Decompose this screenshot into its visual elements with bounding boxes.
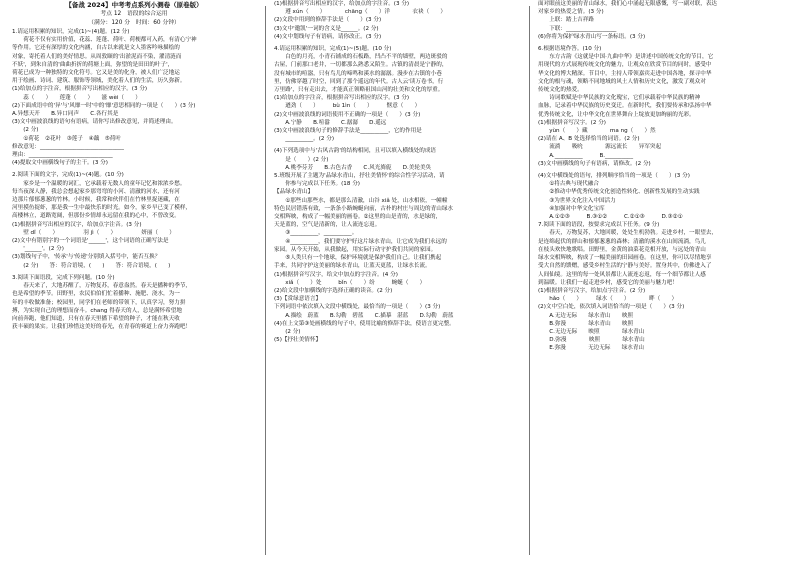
text-line: 春天，万物复苏，大地回暖，处处生机勃勃。走进乡村，一眼望去， [538,230,718,237]
text-line: 白色的月亮，小青石铺成的石板路，凹凸不平的墙壁，两边斑驳的 [274,54,448,61]
column-divider [265,6,266,555]
text-line: 在枝头欢快地歌唱。田野里，金黄的油菜花竞相开放，与远处的青山 [538,246,706,253]
text-line: 绿水交相辉映，构成了一幅美丽的田园画卷。在这里，你可以尽情地享 [538,255,712,262]
text-line: ④加强对中华文化宝库 [538,205,605,212]
text-line: 修改意见：______________________________ [12,143,124,150]
text-line: (4)文中划线句子有语病，请你改正。(3 分) [274,33,382,40]
text-line: (2 分) [12,127,39,134]
text-line: 天是蓝的，空气是清新的，让人流连忘返。 [274,222,381,229]
text-line: 年的丰收做准备；校园里，同学们在老师的带领下，认真学习，努力拼 [12,299,186,306]
text-line: A.__________ B.__________ [538,152,634,159]
paper-meta: （满分：120 分 时间：60 分钟） [88,20,180,26]
text-line: 边那片郁郁葱葱的竹林。小时候，我常和伙伴们在竹林里捉迷藏，在 [12,197,180,204]
text-line: 对象，寄托着人们的美好情思。从周敦颐的'出淤泥而不染，濯清涟而 [12,53,182,60]
text-line: 荷花已成为一种独特的文化符号。它又是美的化身，被人们广泛地运 [12,70,180,77]
text-line: (3)文中画波浪线句子的修辞手法是__________，它的作用是 [274,128,422,135]
text-line: (3)【赏绿意语言】 [274,296,322,303]
text-line: 等作用。它还有深厚的文化内涵，自古以来就是文人墨客吟咏描绘的 [12,45,180,52]
text-line: (1)根据拼音写出相应的汉字，给加点字注音。(3 分) [12,221,142,228]
text-line: 3.阅读下面语段，完成下列问题。(10 分) [12,274,115,281]
text-line: 下列词语中依次填入文段中横线处，最恰当的一项是（ ）(3 分) [274,304,441,311]
text-line: (2 分) 答：符合语境，( ) 答：符合语境，( ) [12,262,171,269]
text-line: (4)下列选项中与'古风古韵'的结构相同，且可以填入横线处的成语 [274,148,437,155]
text-line: 是连绵起伏的群山和郁郁葱葱的森林；清澈的溪水在山间流淌，鸟儿 [538,238,706,245]
text-line: 对家乡的热爱之情。(3 分) [538,9,604,16]
text-line: 不妖'，到朱自清的'曲曲折折的荷塘上面，弥望的是田田的叶子'， [12,61,174,68]
text-line: (1)给加点的字注音，根据拼音写出相应的汉字。(3 分) [12,86,148,93]
text-line: ③__________，__________。 [274,230,358,237]
text-line: 用于绘画、诗词、建筑、服饰等领域，美化着人们的生活，历久弥新。 [12,78,186,85]
text-line: 获丰硕的果实。让我们珍惜这美好的春光，在青春的赛道上奋力奔跑吧！ [12,324,192,331]
text-line: B.弥漫 绿水青山 映照 [538,320,634,327]
text-line: yùn（ ）藏 ma ng（ ）然 [538,128,656,135]
text-line: (5)【抒壮美情怀】 [274,337,322,344]
text-line: 也是希望的季节。田野里，农民伯伯们忙着播种、施肥、浇水，为一 [12,291,180,298]
text-line: D.弥漫 映照 绿水青山 [538,337,645,344]
text-line: 特色民居错落有致，一条条小路蜿蜒向前，古朴的村庄与周边的青山绿水 [274,205,454,212]
text-line: A.描绘 蔚蓝 B.勾勒 碧蓝 C.描摹 湛蓝 D.勾勒 蔚蓝 [274,312,454,319]
text-line: 没有城市的喧嚣，只有鸟儿的啼鸣和溪水的潺潺。漫步在古镇的小巷 [274,70,442,77]
text-line: ①将古典与现代融合 [538,181,599,188]
text-line: (1)根据拼音写出相应的汉字，给加点的字注音。(3 分) [274,1,410,7]
text-line: 春天来了，大地苏醒了，万物复苏，春意盎然。春天是播种的季节， [12,283,192,290]
text-line: 家园。从今天开始，从我做起，用实际行动守护我们共同的家园。 [274,246,437,253]
text-line: 优秀传统文化，让中华文化在世界舞台上绽放更加绚丽的光彩。 [538,111,695,118]
text-line: 河里摸鱼捉虾，那是我一生中最快乐的时光。如今，家乡早已变了模样， [12,205,192,212]
text-line: (2)文段中用到的修辞手法是（ ）(3 分) [274,17,382,24]
text-line: (1)根据拼音写汉字，给加点字注音。(2 分) [538,287,646,294]
column-right [538,0,784,561]
text-line: (2)请在 A、B 处选择恰当的词语。(2 分) [538,136,640,143]
text-line: 你参与完成以下任务。(18 分) [274,181,360,188]
text-line: hǎo（ ） 绿水（ ） 畔（ ） [538,296,678,303]
text-line: A.无边无际 绿水青山 映照 [538,312,634,319]
text-line: __________。(2 分) [274,136,335,143]
paper-title: 【备战 2024】中考考点系列小测卷（原卷版） [65,1,203,9]
text-line: 理由：______________________________ [12,152,113,159]
text-line: 人间仙境。这里的每一处风景都让人流连忘返，每一个细节都让人感 [538,271,706,278]
text-line: (4)在上文第③处画横线的句子中，使用比喻的修辞手法，使语言更完整。 [274,320,455,327]
text-line: 4.请运用积累的知识，完成(1)~(5)题。(10 分) [274,46,392,53]
text-line: 流淌 吸吮 源远流长 异军突起 [538,144,662,151]
text-line: ③为世界文化注入中国活力 [538,197,616,204]
column-left [12,0,256,561]
text-line: 到温暖。让我们一起走进乡村，感受它的美丽与魅力吧！ [538,279,678,286]
text-line: 手来，共同守护这美丽的绿水青山，让蓝天更蓝，让绿水长流。 [274,263,431,270]
text-line: 家乡是一个温暖的词汇，它承载着无数人的童年记忆和浓浓乡愁。 [12,180,186,187]
text-line: 用现代的方式展现传统文化的魅力，让观众在欣赏节目的同时，感受中 [538,62,712,69]
text-line: 传统文化的热爱。 [538,87,583,94]
text-line: A.异想天开 B.异口同声 C.各行其是 [12,111,119,118]
text-line: (3)文中画横线的句子有语病，请修改。(2 分) [538,160,651,167]
column-right-lines [538,0,784,353]
text-line: 5.班级开展了主题为'品绿水青山，抒壮美情怀'的综合性学习活动，请 [274,173,445,180]
text-line: 向前奔跑，他们知道，只有在春天里播下希望的种子，才能在秋天收 [12,315,180,322]
text-line: (3)文中画波浪线的语句有语病，请你写出修改意见，并简述理由。 [12,119,177,126]
text-line: (1)给加点的字注音，根据拼音写出相应的汉字。(3 分) [274,95,410,102]
text-line: 【品绿水青山】 [274,189,314,196]
text-line: E.弥漫 无边无际 绿水青山 [538,345,645,352]
text-line: ②推动中华优秀传统文化创造性转化、创新性发展的生动实践 [538,189,700,196]
text-line: ①那些山那些水，都是那么清澈，山谷 xiǎ 处，山水相依，一幢幢 [274,197,448,204]
text-line: 1.请运用积累的知识，完成(1)~(4)题。(12 分) [12,29,130,35]
text-line: 华文化的博大精深。节目中，主持人带领嘉宾走进中国各地，探寻中华 [538,70,712,77]
text-line: 荷花不仅有实用价值，花蕊、莲蓬、荷叶、荷梗都可入药，有清心宁神 [12,37,197,44]
text-line: 上联：踏上吉祥路 [538,17,594,24]
text-line: ④__________，我们要守护好这片绿水青山，让它成为我们永远的 [274,238,447,245]
text-line: 诗词歌赋是中华民族的文化瑰宝，它们承载着中华民族的精神 [538,95,701,102]
text-line: 血脉，记录着中华民族的历史变迁。在新时代，我们要传承和弘扬中华 [538,103,712,110]
text-line: 下联：__________________ [538,25,617,32]
text-line: (3)文中'邀凯'一词的含义是______。(2 分) [274,25,379,32]
text-line: 壁 dǐ（ ） 羽 jì（ ） 妍丽（ ） [12,229,175,236]
text-line: (1)根据拼音写汉字。(2 分) [538,119,606,126]
text-line: '______'。(2 分) [12,246,64,253]
text-line: A.①②③ B.③①② C.②①③ D.③②① [538,214,683,221]
text-line: (1)根据拼音写汉字，给文中加点的字注音。(4 分) [274,271,398,278]
text-line: 遵 xún（ ） chāng（ ）洋 衣袂（ ） [274,9,446,16]
text-line: (3)划线句子中，'传承'与'传递'分别填入括号中，能否互换？ [12,254,161,261]
text-line: (2)下面成语中的'异'与'风靡一时'中的'靡'意思相同的一项是（ ）(3 分) [12,102,196,109]
text-line: 面对眼前这美丽的青山绿水，我们心中涌起无限感慨，写一副对联，表达 [538,1,718,7]
column-middle [274,0,520,561]
text-line: A.宁静 B.喧嚣 C.潺潺 D.遥远 [274,119,387,126]
text-line: (2)文中画波浪线的词语使用不正确的一项是（ ）(3 分) [274,111,421,118]
text-line: 蕊（ ） 莲蓬（ ） 滋 wèi（ ） [12,94,141,101]
text-line: 每当夜深人静，我总会想起家乡那弯弯的小河、清澈的河水，还有河 [12,188,180,195]
text-line: ①荷花 ②花叶 ③莲子 ④藕 ⑤荷叶 [12,135,121,142]
text-line: 7.阅读下面的语段，按要求完成以下任务。(9 分) [538,222,660,229]
text-line: (2)文中有错别字的一个词语是'______'，这个词语的正确写法是 [12,238,169,245]
text-line: 文化的根与魂，领略不同地域的风土人情和历史文化，激发了观众对 [538,78,706,85]
text-line: xiǎ（ ）处 bǐn（ ）纷 蜿蜒（ ） [274,279,426,286]
text-line: 受大自然的馈赠，感受乡村生活的宁静与美好。置身其中，仿佛进入了 [538,263,712,270]
text-line: 高楼林立，道路宽阔，但那份乡情却永远留在我的心中，不曾改变。 [12,213,180,220]
text-line: 古屋，门前那口老井，一切都那么熟悉又陌生。古镇的清晨是宁静的， [274,62,448,69]
text-line: 里，仿佛穿越了时空，回到了那个遥远的年代。古人云'读万卷书，行 [274,78,444,85]
text-line: ⑤人类只有一个地球，保护环境就是保护我们自己。让我们携起 [274,255,442,262]
text-line: 6.根据语境作答。(10 分) [538,46,602,53]
text-line: (2 分) [274,328,301,335]
column-divider [529,6,530,555]
text-line: 交相辉映，构成了一幅美丽的画卷。②这里的山是青的，水是绿的， [274,214,442,221]
text-line: A.桃李芬芳 B.古色古香 C.风光旖旎 D.美轮美奂 [274,164,432,171]
text-line: (4)提取文中画横线句子的主干。(3 分) [12,160,108,167]
paper-subtitle: 考点 12 语段的综合运用 [100,11,168,17]
text-line: (2)文中空白处，依次填入词语恰当的一项是（ ）(3 分) [538,304,685,311]
text-line: (6)你将为保护绿水青山写一条标语。(3 分) [538,33,646,40]
text-line: 遒劲（ ） bù 1ìn（ ） 惬意（ ） [274,103,421,110]
column-left-lines [12,28,256,331]
text-line: 是（ ）(2 分) [274,156,329,163]
column-middle-lines [274,0,520,344]
text-line: (2)给文段中加横线的字选择正确的读音。(2 分) [274,287,393,294]
text-line: C.无边无际 映照 绿水青山 [538,328,645,335]
text-line: 东方古韵《这就是中国·九曲中华》是讲述中国传统文化的节目，它 [538,54,714,61]
text-line: 2.阅读下面的文字，完成(1)~(4)题。(10 分) [12,172,124,179]
text-line: 万里路'，只有走出去，才能真正领略祖国山河的壮美和文化的厚重。 [274,87,444,94]
text-line: (4)文中横线处的语句，排列顺序恰当的一项是（ ）(3 分) [538,173,690,180]
text-line: 搏，为实现自己的理想而奋斗。chang 得春天的人，总是满怀希望地 [12,307,182,314]
